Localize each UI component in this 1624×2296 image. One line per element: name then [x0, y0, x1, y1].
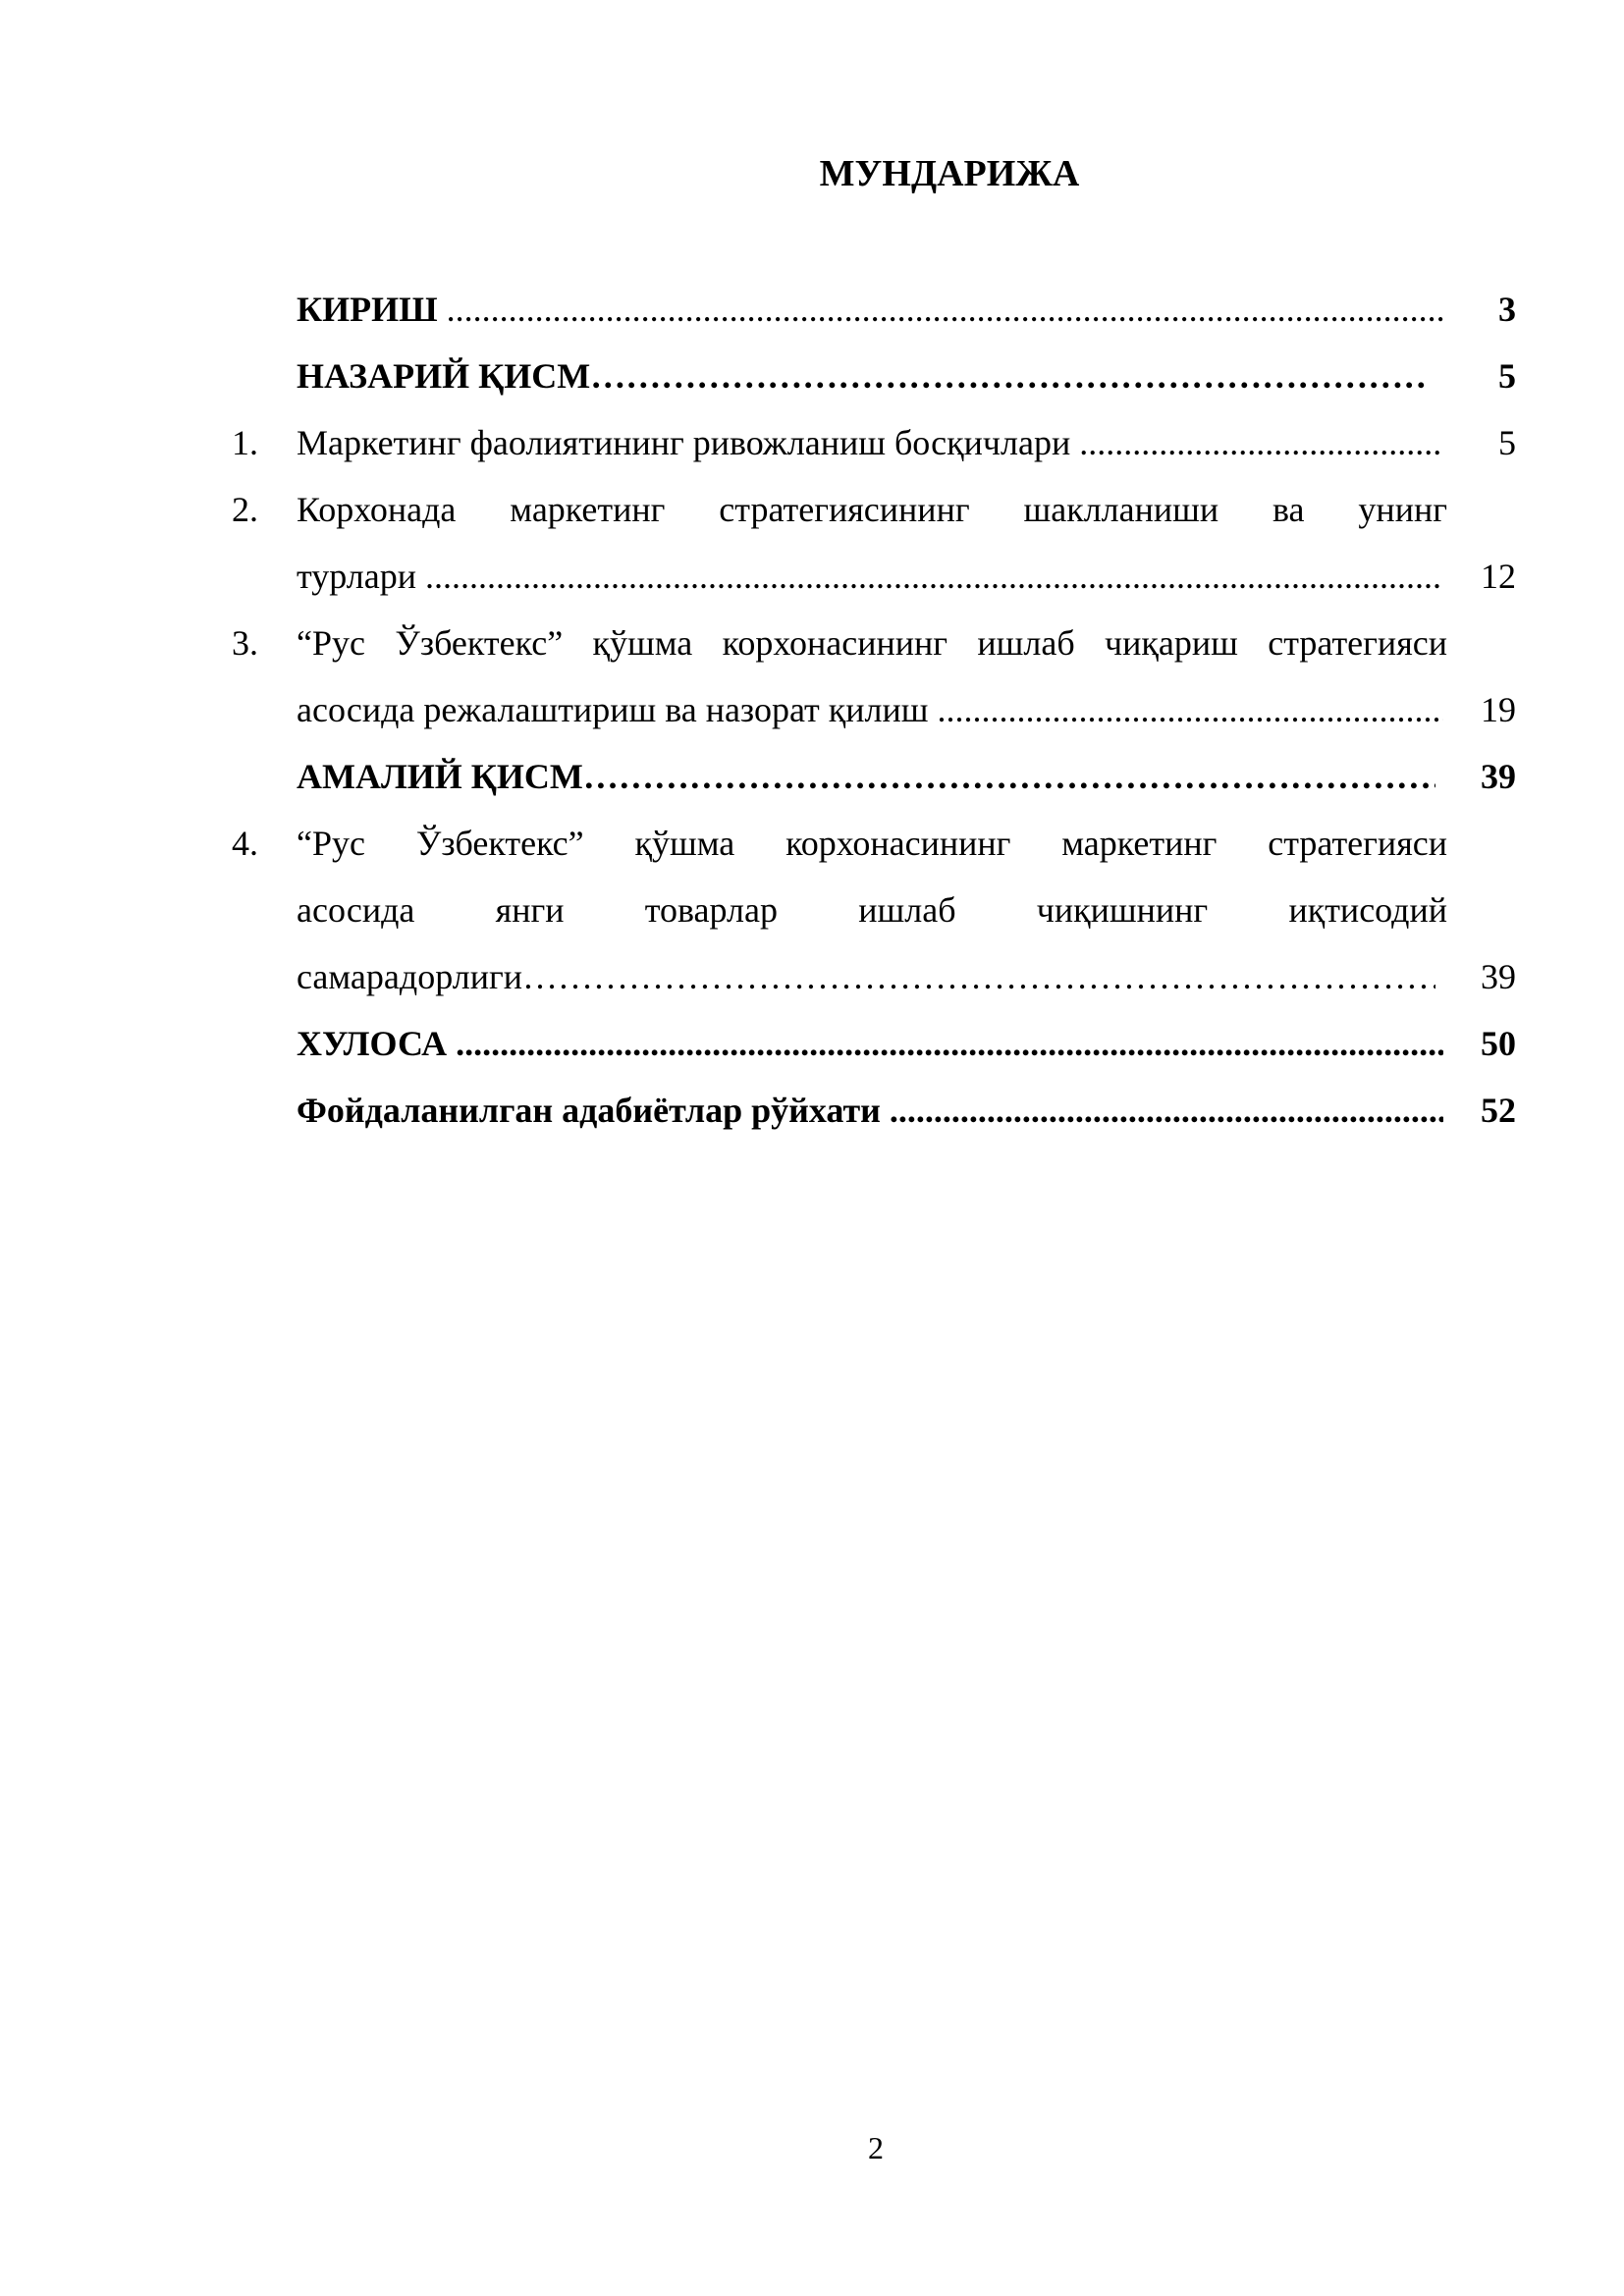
footer-page-number: 2 [868, 2130, 884, 2165]
toc-entry-1[interactable] [0, 417, 1624, 468]
toc-page-number: 3 [1498, 290, 1516, 329]
toc-page-number: 12 [1481, 557, 1516, 596]
toc-page-number: 39 [1481, 757, 1516, 796]
toc-entry-text: Фойдаланилган адабиётлар рўйхати ..... [297, 1085, 1443, 1136]
toc-entry-3-line-1[interactable] [0, 617, 1624, 668]
toc-page-number: 5 [1498, 423, 1516, 462]
toc-entry-practice[interactable] [0, 751, 1624, 802]
toc-entry-4-line-1[interactable] [0, 818, 1624, 869]
toc-entry-conclusion[interactable] [0, 1018, 1624, 1069]
toc-page-number: 52 [1481, 1091, 1516, 1130]
toc-entry-references[interactable] [0, 1085, 1624, 1136]
toc-entry-intro[interactable] [0, 284, 1624, 335]
toc-entry-4-line-3[interactable] [0, 951, 1624, 1002]
toc-entry-text: самарадорлиги ……………………………………………………………………………………………………………………………… [297, 951, 1435, 1002]
toc-entry-number: 3. [232, 623, 258, 663]
toc-entry-text: КИРИШ ..... [297, 284, 1443, 335]
toc-entry-2-line-1[interactable] [0, 484, 1624, 535]
toc-entry-text: НАЗАРИЙ ҚИСМ ……………………………………………………………………………………………………………………………… [297, 350, 1426, 401]
toc-entry-text: Корхонада маркетинг стратегиясининг шаклланиши ва унинг [297, 490, 1447, 529]
toc-entry-3-line-2[interactable] [0, 684, 1624, 735]
toc-entry-text: асосида янги товарлар ишлаб чиқишнинг иқтисодий [297, 890, 1447, 930]
toc-entry-4-line-2[interactable] [0, 884, 1624, 935]
toc-page-number: 39 [1481, 957, 1516, 996]
toc-entry-number: 2. [232, 490, 258, 529]
toc-entry-text: “Рус Ўзбектекс” қўшма корхонасининг маркетинг стратегияси [297, 824, 1447, 863]
toc-entry-text: “Рус Ўзбектекс” қўшма корхонасининг ишлаб чиқариш стратегияси [297, 623, 1447, 663]
toc-page-number: 19 [1481, 690, 1516, 729]
toc-page-number: 5 [1498, 356, 1516, 396]
toc-entry-number: 1. [232, 423, 258, 462]
toc-entry-text: Маркетинг фаолиятининг ривожланиш босқичлари ..... [297, 417, 1443, 468]
toc-entry-text: ХУЛОСА ..... [297, 1018, 1443, 1069]
toc-page-number: 50 [1481, 1024, 1516, 1063]
toc-entry-text: асосида режалаштириш ва назорат қилиш ..... [297, 684, 1443, 735]
toc-entry-text: АМАЛИЙ ҚИСМ ……………………………………………………………………………………………………………………………… [297, 751, 1435, 802]
page-title: МУНДАРИЖА [819, 153, 1080, 194]
toc-entry-number: 4. [232, 824, 258, 863]
toc-entry-2-line-2[interactable] [0, 551, 1624, 602]
toc-entry-text: турлари ..... [297, 551, 1443, 602]
toc-entry-theory[interactable] [0, 350, 1624, 401]
